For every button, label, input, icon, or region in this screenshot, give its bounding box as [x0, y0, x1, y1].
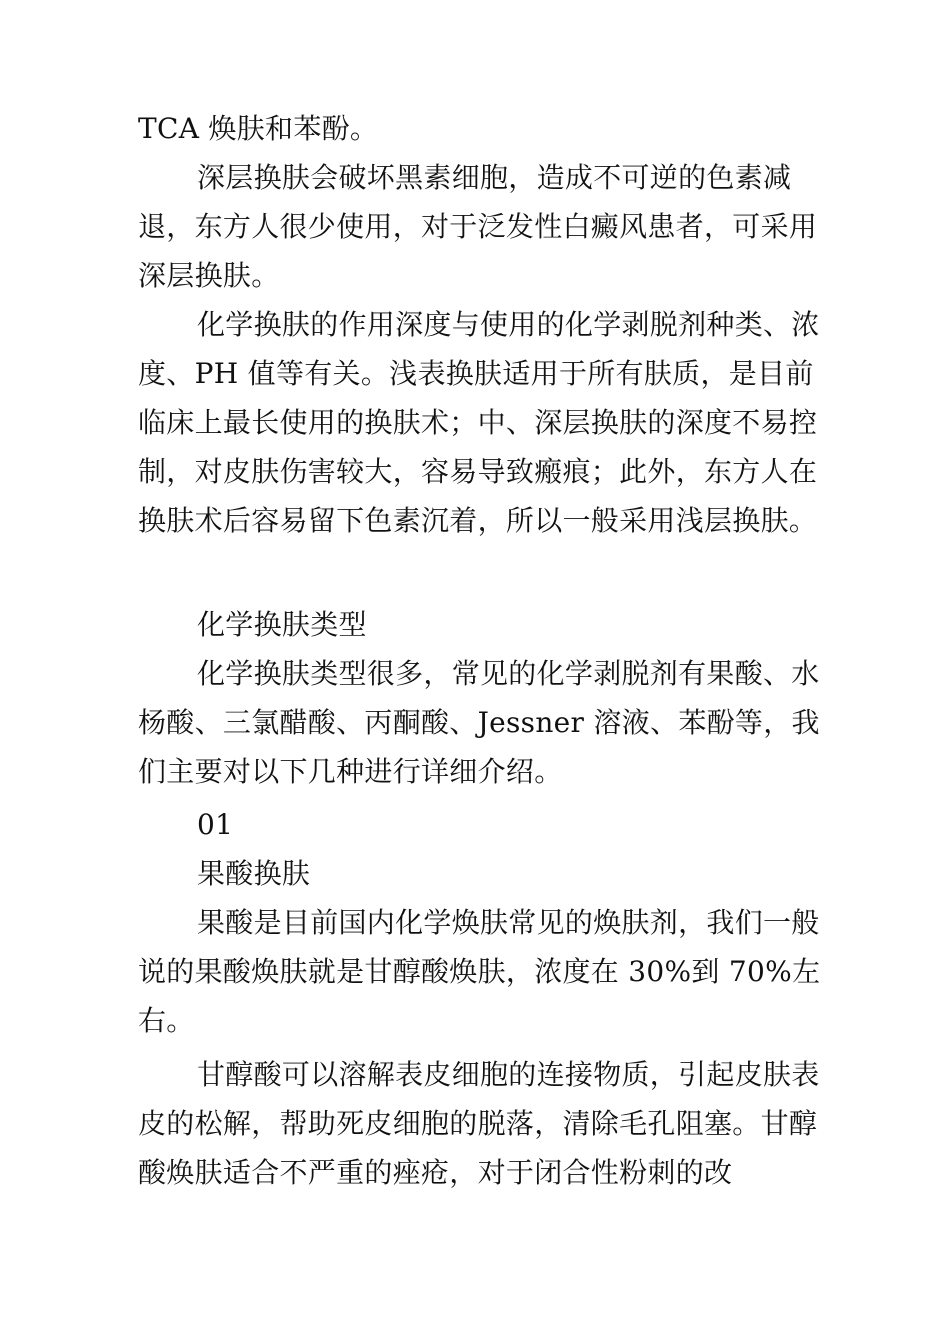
paragraph-peel-depth: 化学换肤的作用深度与使用的化学剥脱剂种类、浓度、PH 值等有关。浅表换肤适用于所有肤质，是目前临床上最长使用的换肤术；中、深层换肤的深度不易控制，对皮肤伤害较大，容易导致瘢痕；此外，东方人在换肤术后容易留下色素沉着，所以一般采用浅层换肤。 [138, 308, 820, 537]
section-heading-peel-types: 化学换肤类型 [197, 608, 367, 641]
paragraph-deep-peel: 深层换肤会破坏黑素细胞，造成不可逆的色素减退，东方人很少使用，对于泛发性白癜风患者，可采用深层换肤。 [138, 161, 818, 292]
section-number: 01 [197, 808, 234, 841]
paragraph-continuation: TCA 焕肤和苯酚。 [138, 112, 379, 145]
section-heading-fruit-acid: 果酸换肤 [197, 857, 311, 890]
paragraph-fruit-acid: 果酸是目前国内化学焕肤常见的焕肤剂，我们一般说的果酸焕肤就是甘醇酸焕肤，浓度在 30%到 70%左右。 [138, 906, 821, 1037]
paragraph-glycolic-acid: 甘醇酸可以溶解表皮细胞的连接物质，引起皮肤表皮的松解，帮助死皮细胞的脱落，清除毛孔阻塞。甘醇酸焕肤适合不严重的痤疮，对于闭合性粉刺的改 [138, 1058, 820, 1189]
paragraph-peel-types: 化学换肤类型很多，常见的化学剥脱剂有果酸、水杨酸、三氯醋酸、丙酮酸、Jessner 溶液、苯酚等，我们主要对以下几种进行详细介绍。 [138, 657, 820, 788]
